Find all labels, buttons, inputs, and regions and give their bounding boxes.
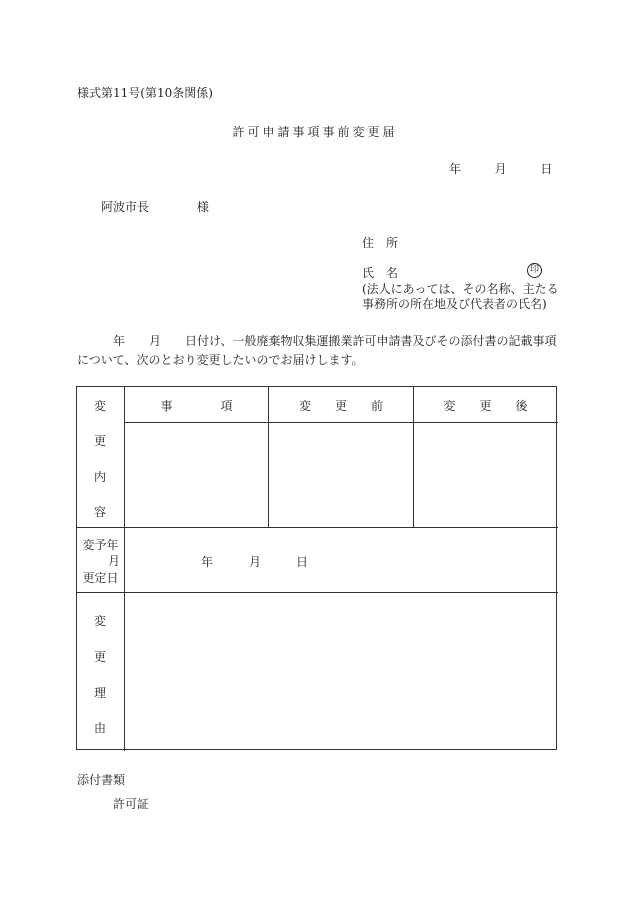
column-header-before: 変 更 前 xyxy=(298,399,383,413)
table-divider xyxy=(77,592,558,593)
scheduled-date-month: 月 xyxy=(249,555,262,569)
date-month: 月 xyxy=(494,162,507,176)
change-form-table xyxy=(76,386,557,750)
addressee xyxy=(101,198,209,215)
table-divider xyxy=(124,387,125,751)
submission-date xyxy=(449,160,552,177)
change-content-char: 内 xyxy=(93,470,106,484)
table-divider xyxy=(77,527,558,528)
name-label: 氏 名 xyxy=(362,266,399,280)
applicant-note-line1: (法人にあっては、その名称、主たる xyxy=(362,282,559,296)
body-text-line1: 年 月 日付け、一般廃棄物収集運搬業許可申請書及びその添付書の記載事項 xyxy=(113,334,557,348)
attachment-item: 許可証 xyxy=(113,797,150,811)
scheduled-date-label-line3: 更定日 xyxy=(82,571,119,585)
reason-char: 由 xyxy=(93,721,106,735)
change-content-char: 変 xyxy=(93,399,106,413)
reason-char: 理 xyxy=(93,686,106,700)
scheduled-date-label-line1: 変予年 xyxy=(82,538,119,552)
seal-icon: 印 xyxy=(527,263,542,278)
table-divider xyxy=(124,422,558,423)
attachments-title: 添付書類 xyxy=(77,773,126,787)
date-year: 年 xyxy=(449,162,462,176)
column-header-after: 変 更 後 xyxy=(443,399,528,413)
scheduled-date-label-line2: 月 xyxy=(107,554,120,568)
form-number: 様式第11号(第10条関係) xyxy=(77,86,213,100)
change-content-char: 更 xyxy=(93,434,106,448)
body-text-line2: について、次のとおり変更したいのでお届けします。 xyxy=(77,353,364,367)
change-content-char: 容 xyxy=(93,505,106,519)
addressee-name: 阿波市長 xyxy=(101,200,150,214)
reason-char: 更 xyxy=(93,650,106,664)
column-header-item: 事 項 xyxy=(160,399,233,413)
addressee-honorific: 様 xyxy=(196,200,209,214)
scheduled-date-year: 年 xyxy=(201,555,214,569)
address-label: 住 所 xyxy=(362,236,399,250)
reason-char: 変 xyxy=(93,614,106,628)
scheduled-date-day: 日 xyxy=(296,555,309,569)
date-day: 日 xyxy=(540,162,553,176)
applicant-note-line2: 事務所の所在地及び代表者の氏名) xyxy=(362,297,547,311)
document-title: 許可申請事項事前変更届 xyxy=(232,125,398,139)
